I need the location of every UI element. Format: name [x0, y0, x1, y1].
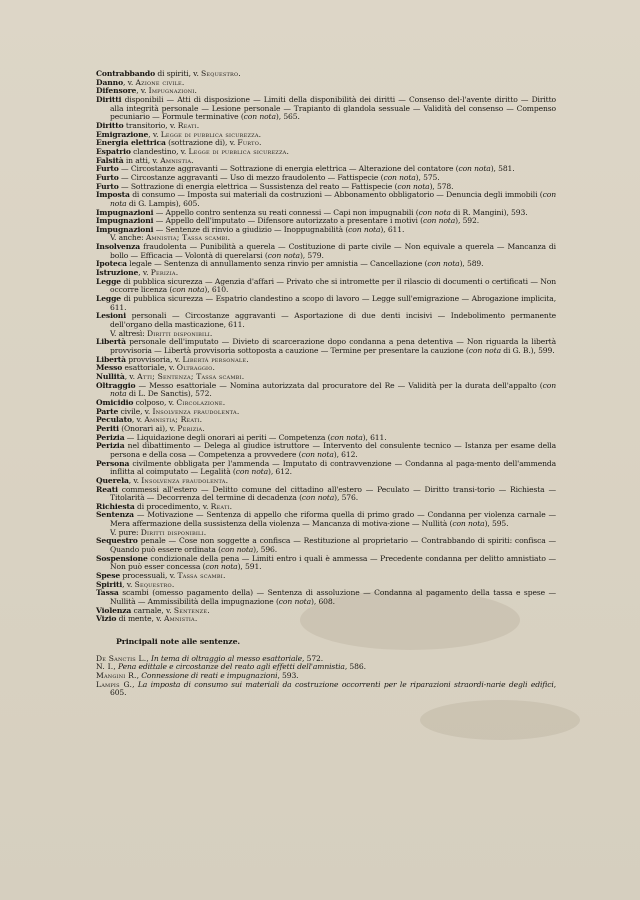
entry-page: .: [225, 475, 228, 485]
entry-page: ), 612.: [333, 449, 358, 459]
index-entry: [96, 486, 556, 503]
entry-page: .: [181, 77, 185, 87]
index-entry: [96, 442, 556, 459]
entry-text: condizionale della pena — Limiti entro i quali è ammessa — Precedente condanna per delitto amnistiato — Non può esser concessa (: [110, 553, 556, 572]
note-title: In tema di oltraggio al messo esattoriale: [150, 653, 303, 663]
entry-text: di spiriti, v.: [155, 69, 202, 78]
entry-page: .: [222, 571, 226, 581]
entry-note-marker: con nota: [418, 207, 451, 217]
entry-text: nel dibattimento — Delega al giudice istruttore — Intervento del consulente tecnico — Istanza per esame della persona e della cosa — Competenza a provvedere (: [110, 441, 556, 459]
entry-text: fraudolenta — Punibilità a querela — Costituzione di parte civile — Non equivale a querela — Mancanza di bollo — Efficacia — Volontà di querelarsi (: [110, 242, 556, 260]
entry-heading: Perizia: [96, 432, 125, 442]
entry-cross-reference: Perizia: [177, 423, 203, 433]
index-entry: [96, 191, 556, 208]
note-entry: De Sanctis L., In tema di oltraggio al messo esattoriale, 572.: [96, 653, 324, 663]
entry-text: di procedimento, v.: [134, 501, 211, 511]
entry-note-marker: con nota: [330, 432, 363, 442]
entry-heading: Parte: [96, 406, 119, 416]
entry-page: .: [196, 120, 200, 130]
note-title: Connessione di reati e impugnazioni: [141, 670, 278, 680]
entry-heading: Querela: [96, 475, 129, 485]
index-entry: [96, 460, 556, 477]
entry-note-marker: con nota: [110, 190, 556, 208]
entry-cross-reference: Amnistia; Reati: [144, 415, 200, 425]
entry-heading: Sospensione: [96, 553, 148, 563]
entry-page: ), 595.: [484, 519, 509, 529]
entry-text: , v.: [128, 475, 142, 485]
entry-text: civile, v.: [118, 406, 153, 416]
entry-heading: Impugnazioni: [96, 224, 154, 234]
entry-cross-reference: Diritti disponibili: [146, 328, 210, 338]
entry-page: .: [241, 371, 245, 381]
entry-heading: Persona: [96, 458, 130, 468]
entry-text: V. pure:: [110, 527, 141, 537]
entry-page: ), 592.: [455, 216, 480, 226]
entry-heading: Espatrio: [96, 146, 131, 156]
entry-text: , v.: [123, 77, 136, 87]
entry-cross-reference: Oltraggio: [176, 363, 213, 373]
index-entry: [96, 615, 556, 624]
entry-cross-reference: Amnistia; Tassa scambi: [145, 233, 228, 243]
entry-note-marker: con nota: [422, 216, 456, 226]
entry-page: .: [202, 423, 205, 433]
note-entry: Mangini R., Connessione di reati e impugnazioni, 593.: [96, 670, 299, 680]
entry-heading: Spese: [96, 571, 121, 581]
note-entry: Lampis G., La imposta di consumo sui materiali da costruzione occorrenti per le riparazioni straordi-narie degli edifici, 605.: [96, 679, 556, 698]
entry-cross-reference: Furto: [237, 138, 260, 148]
entry-note-marker: con nota: [267, 250, 300, 260]
entry-note-marker: con nota: [235, 467, 268, 477]
entry-page: ), 581.: [490, 164, 515, 174]
entry-heading: Periti: [96, 423, 119, 433]
entry-page: ), 591.: [237, 562, 262, 572]
notes-list: [96, 655, 556, 698]
entry-heading: Oltraggio: [96, 380, 136, 390]
entry-heading: Sequestro: [96, 536, 138, 546]
entry-text: , v.: [138, 268, 151, 278]
entry-note-marker: con nota: [110, 380, 556, 399]
entry-text: colposo, v.: [133, 397, 177, 407]
entry-cross-reference: Legge di pubblica sicurezza: [188, 146, 287, 156]
index-entry: [96, 555, 556, 572]
entry-cross-reference: Libertà personale: [182, 354, 247, 364]
entry-note-marker: con nota: [278, 597, 312, 607]
entry-heading: Violenza: [96, 605, 132, 615]
entry-cross-reference: Azione civile: [135, 77, 182, 87]
note-entry: N. I., Pena edittale e circostanze del reato agli effetti dell'amnistia, 586.: [96, 662, 366, 672]
entry-heading: Libertà: [96, 337, 126, 347]
entry-page: ), 608.: [311, 597, 335, 607]
entry-note-marker: con nota: [172, 285, 205, 295]
entry-page: ), 578.: [429, 181, 454, 191]
index-entry: [96, 338, 556, 355]
entry-text: penale — Cose non soggette a confisca — Restituzione al proprietario — Contrabbando di spiriti: confisca — Quando può essere ordinata (: [110, 536, 556, 555]
entry-text: — Motivazione — Sentenza di appello che riforma quella di primo grado — Condanna per violenza carnale — Mera affermazione della sussistenza della violenza — Mancanza di motiva-zione — Nullità (: [110, 510, 556, 529]
entry-page: .: [194, 614, 198, 624]
entry-heading: Istruzione: [96, 268, 139, 278]
entry-cross-reference: Diritti disponibili: [140, 527, 204, 537]
entry-text: commessi all'estero — Delitto comune del cittadino all'estero — Peculato — Diritto transi-torio — Richiesta — Titolarità — Decorrenza del termine di decadenza (: [110, 484, 556, 503]
entry-cross-reference: Amnistia: [163, 614, 195, 624]
entry-page: .: [286, 146, 289, 156]
entry-heading: Legge: [96, 276, 122, 286]
entry-page: ), 611.: [362, 432, 387, 442]
entry-cross-reference: Sentenze: [173, 605, 208, 615]
entry-page: ), 576.: [334, 493, 358, 503]
entry-page: .: [229, 501, 232, 511]
entry-cross-reference: Legge di pubblica sicurezza: [160, 129, 259, 139]
index-entry: [96, 511, 556, 528]
note-author: Mangini R.: [96, 670, 137, 680]
entry-page: .: [227, 233, 230, 243]
entry-heading: Spiriti: [96, 579, 123, 589]
entry-heading: Energia elettrica: [96, 138, 166, 148]
entry-heading: Vizio: [96, 614, 117, 624]
index-entry: [96, 295, 556, 312]
entry-page: .: [238, 69, 241, 78]
entry-text: — Appello contro sentenza su reati connessi — Capi non impugnabili (: [153, 207, 419, 217]
entry-text: personale dell'imputato — Divieto di scarcerazione dopo condanna a pena detentiva — Non riguarda la libertà provvisoria — Libertà provvisoria sottoposta a cauzione — Termine per presentare la cauzione (: [110, 337, 556, 355]
entry-text: — Messo esattoriale — Nomina autorizzata dal procuratore del Re — Validità per la durata dell'appalto (: [135, 380, 543, 390]
entry-page: ), 579.: [299, 250, 324, 260]
entry-page: .: [209, 328, 213, 338]
entry-page: ), 589.: [459, 259, 484, 269]
entry-text: V. altresì:: [110, 328, 147, 338]
notes-heading: Principali note alle sentenze.: [116, 637, 241, 646]
entry-text: — Sottrazione di energia elettrica — Sussistenza del reato — Fattispecie (: [118, 181, 398, 191]
entry-page: ), 612.: [268, 467, 292, 477]
entry-page: .: [236, 406, 240, 416]
entry-note-marker: con nota: [205, 562, 238, 572]
entry-page: .: [207, 605, 210, 615]
entry-cross-reference: Atti; Sentenza; Tassa scambi: [137, 371, 242, 381]
entry-text: , v.: [136, 86, 149, 96]
entry-text: carnale, v.: [131, 605, 174, 615]
entry-page: ), 565.: [275, 112, 300, 122]
note-page: , 572.: [302, 653, 324, 663]
entry-page: ), 611.: [380, 224, 405, 234]
entry-text: , v.: [131, 415, 145, 425]
note-author: Lampis G.: [96, 679, 133, 689]
entry-text: in atti, v.: [123, 155, 161, 165]
entry-heading: Perizia: [96, 441, 125, 451]
entry-page: ), 596.: [253, 545, 278, 555]
entry-page: .: [191, 155, 194, 165]
index-entry: [96, 96, 556, 122]
entry-text: — Circostanze aggravanti — Uso di mezzo fraudolento — Fattispecie (: [118, 172, 384, 182]
subject-index-list: [96, 70, 556, 624]
entry-page: .: [246, 354, 249, 364]
entry-heading: Falsità: [96, 155, 124, 165]
note-page: , 605.: [110, 679, 556, 698]
entry-heading: Omicidio: [96, 397, 134, 407]
paper-stain: [420, 700, 580, 740]
entry-text: clandestino, v.: [130, 146, 189, 156]
entry-text: , v.: [148, 129, 161, 139]
entry-heading: Messo: [96, 363, 123, 373]
index-entry: [96, 589, 556, 606]
entry-heading: Emigrazione: [96, 129, 149, 139]
entry-text: — Appello dell'imputato — Difensore autorizzato a presentare i motivi (: [153, 216, 423, 226]
entry-page: .: [258, 129, 261, 139]
index-entry: [96, 243, 556, 260]
entry-text: — Liquidazione degli onorari ai periti — Competenza (: [124, 432, 331, 442]
entry-text: , v.: [124, 371, 138, 381]
index-entry: [96, 537, 556, 554]
entry-text: esattoriale, v.: [122, 363, 177, 373]
entry-note-marker: con nota: [243, 112, 276, 122]
entry-cross-reference: Impugnazioni: [148, 86, 195, 96]
entry-heading: Lesioni: [96, 311, 126, 321]
entry-heading: Reati: [96, 484, 118, 494]
entry-note-marker: con nota: [301, 493, 335, 503]
entry-page: di G. B.), 599.: [500, 346, 555, 355]
entry-note-marker: con nota: [458, 164, 491, 174]
entry-page: .: [203, 527, 206, 537]
note-title: Pena edittale e circostanze del reato agli effetti dell'amnistia: [118, 662, 345, 672]
entry-page: .: [222, 397, 226, 407]
note-author: De Sanctis L.: [96, 653, 147, 663]
entry-note-marker: con nota: [468, 346, 501, 355]
entry-text: di pubblica sicurezza — Agenzia d'affari — Privato che si intromette per il rilascio di documenti o certificati — Non occorre licenza (: [110, 276, 556, 295]
entry-page: di G. Lampis), 605.: [126, 198, 200, 208]
entry-heading: Sentenza: [96, 510, 134, 520]
entry-text: scambi (omesso pagamento della) — Sentenza di assoluzione — Condanna al pagamento della tassa e spese — Nullità — Ammissibilità della impugnazione (: [110, 588, 556, 607]
entry-page: .: [212, 363, 215, 373]
entry-heading: Impugnazioni: [96, 216, 154, 226]
entry-text: — Sentenze di rinvio a giudizio — Inoppugnabilità (: [153, 224, 349, 234]
note-page: , 593.: [277, 670, 299, 680]
entry-heading: Peculato: [96, 415, 132, 425]
entry-page: .: [171, 579, 175, 589]
entry-note-marker: con nota: [452, 519, 485, 529]
index-content: [96, 70, 556, 698]
entry-heading: Nullità: [96, 371, 125, 381]
entry-heading: Diritti: [96, 94, 122, 104]
entry-text: disponibili — Atti di disposizione — Limiti della disponibilità dei diritti — Consenso del-l'avente diritto — Diritto alla integrità personale — Lesione personale — Trapianto di glandola sessuale — Validità del consenso — Compenso pecuniario — Formule terminative (: [110, 94, 556, 122]
entry-heading: Richiesta: [96, 501, 135, 511]
entry-cross-reference: Perizia: [150, 268, 176, 278]
entry-page: ), 575.: [415, 172, 440, 182]
entry-cross-reference: Amnistia: [160, 155, 192, 165]
entry-cross-reference: Reati: [210, 501, 230, 511]
entry-cross-reference: Tassa scambi: [177, 571, 223, 581]
entry-page: .: [199, 415, 202, 425]
entry-note-marker: con nota: [397, 181, 430, 191]
entry-heading: Tassa: [96, 588, 119, 598]
entry-note-marker: con nota: [427, 259, 460, 269]
entry-cross-reference: Insolvenza fraudolenta: [152, 406, 237, 416]
entry-text: (Onorari ai), v.: [118, 423, 178, 433]
entry-heading: Furto: [96, 181, 119, 191]
entry-page: .: [175, 268, 178, 278]
entry-page: ), 610.: [204, 285, 229, 295]
entry-text: civilmente obbligata per l'ammenda — Imputato di contravvenzione — Condanna al paga-mento dell'ammenda inflitta al coimputato — Legalità (: [110, 458, 556, 477]
entry-heading: Furto: [96, 164, 119, 174]
entry-heading: Ipoteca: [96, 259, 127, 269]
entry-cross-reference: Insolvenza fraudolenta: [141, 475, 226, 485]
index-entry: [96, 382, 556, 399]
index-entry: [96, 278, 556, 295]
entry-cross-reference: Reati: [177, 120, 197, 130]
entry-note-marker: con nota: [383, 172, 416, 182]
entry-text: , v.: [122, 579, 135, 589]
entry-cross-reference: Sequestro: [134, 579, 172, 589]
entry-note-marker: con nota: [220, 545, 254, 555]
note-author: N. I.: [96, 662, 114, 672]
entry-text: legale — Sentenza di annullamento senza rinvio per amnistia — Cancellazione (: [126, 259, 428, 269]
entry-heading: Furto: [96, 172, 119, 182]
entry-text: processuali, v.: [120, 571, 178, 581]
entry-text: di consumo — Imposta sui materiali da costruzioni — Abbonamento obbligatorio — Denuncia degli immobili (: [129, 190, 543, 200]
entry-text: provvisoria, v.: [125, 354, 183, 364]
entry-heading: Imposta: [96, 190, 130, 200]
entry-page: di R. Mangini), 593.: [450, 207, 528, 217]
index-entry: [96, 312, 556, 329]
entry-heading: Impugnazioni: [96, 207, 154, 217]
entry-cross-reference: Sequestro: [201, 69, 239, 78]
entry-text: V. anche:: [110, 233, 146, 243]
entry-text: (sottrazione di), v.: [165, 138, 238, 148]
entry-heading: Insolvenza: [96, 242, 141, 252]
note-title: La imposta di consumo sui materiali da costruzione occorrenti per le riparazioni straordi-narie degli edifici: [137, 679, 554, 689]
entry-text: di pubblica sicurezza — Espatrio clandestino a scopo di lavoro — Legge sull'emigrazione — Abrogazione implicita, 611.: [110, 294, 556, 312]
entry-text: — Circostanze aggravanti — Sottrazione di energia elettrica — Alterazione del contatore (: [118, 164, 459, 174]
entry-heading: Difensore: [96, 86, 137, 96]
entry-page: .: [194, 86, 197, 96]
entry-page: di L. De Sanctis), 572.: [126, 389, 212, 399]
entry-text: personali — Circostanze aggravanti — Asportazione di due denti incisivi — Indebolimento permanente dell'organo della masticazione, 611.: [110, 311, 556, 330]
entry-heading: Danno: [96, 77, 124, 87]
entry-heading: Legge: [96, 294, 122, 304]
entry-heading: Libertà: [96, 354, 126, 364]
entry-heading: Diritto: [96, 120, 124, 130]
note-page: , 586.: [344, 662, 366, 672]
entry-cross-reference: Circolazione: [176, 397, 223, 407]
entry-text: di mente, v.: [116, 614, 164, 624]
entry-note-marker: con nota: [301, 449, 334, 459]
entry-text: transitorio, v.: [123, 120, 178, 130]
entry-heading: Contrabbando: [96, 69, 156, 78]
entry-note-marker: con nota: [348, 224, 381, 234]
entry-page: .: [259, 138, 262, 148]
